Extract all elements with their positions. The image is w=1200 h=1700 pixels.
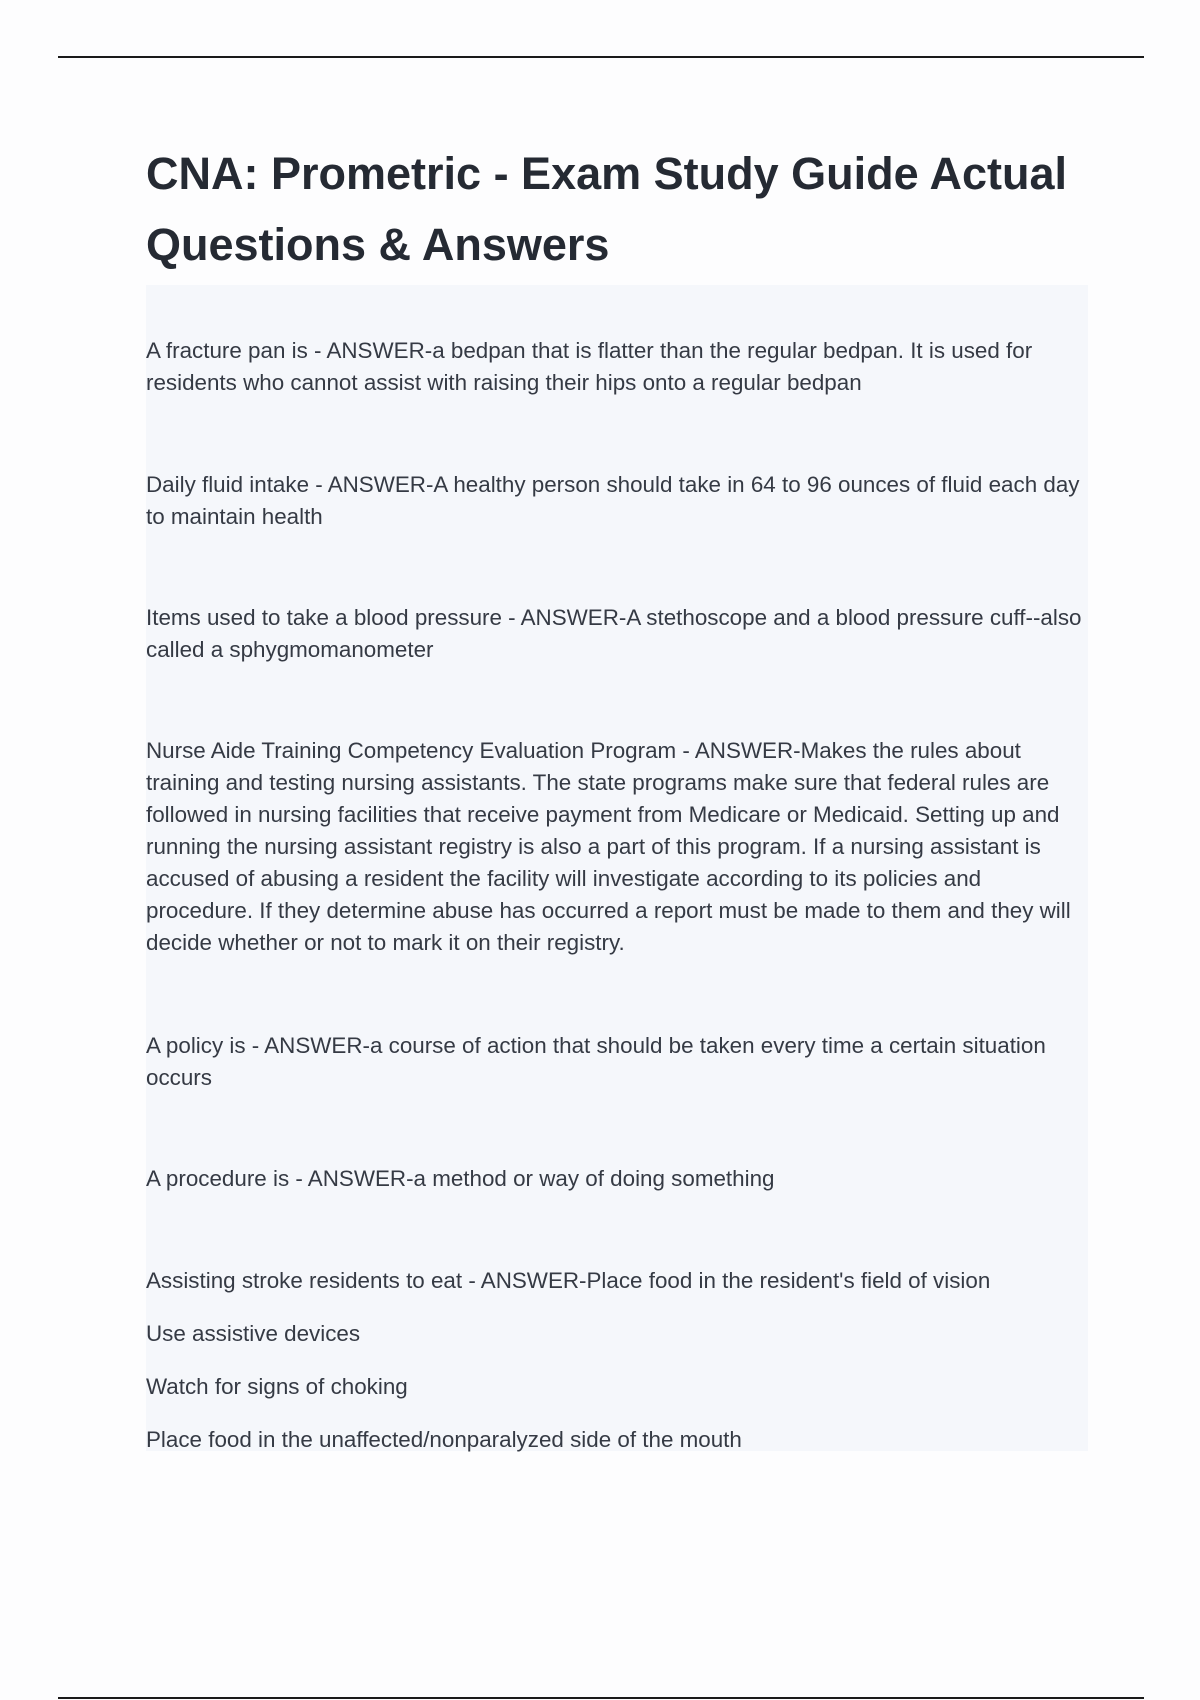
- stroke-point-choking: Watch for signs of choking: [146, 1374, 408, 1399]
- footer-rule: [58, 1697, 1144, 1699]
- qa-entry-stroke-eating: Assisting stroke residents to eat - ANSWER-Place food in the resident's field of vision: [146, 1268, 991, 1293]
- qa-entry-procedure: A procedure is - ANSWER-a method or way of doing something: [146, 1166, 775, 1191]
- header-rule: [58, 56, 1144, 58]
- qa-entry-fracture-pan: A fracture pan is - ANSWER-a bedpan that is flatter than the regular bedpan. It is used for residents who cannot assist with raising their hips onto a regular bedpan: [146, 338, 1033, 395]
- document-title: CNA: Prometric - Exam Study Guide Actual Questions & Answers: [146, 148, 1068, 270]
- qa-entry-policy: A policy is - ANSWER-a course of action that should be taken every time a certain situation occurs: [146, 1033, 1046, 1090]
- qa-content-panel: [146, 285, 1088, 1451]
- qa-entry-blood-pressure-items: Items used to take a blood pressure - ANSWER-A stethoscope and a blood pressure cuff--also called a sphygmomanometer: [146, 605, 1082, 662]
- qa-entry-natcep: Nurse Aide Training Competency Evaluation Program - ANSWER-Makes the rules about training and testing nursing assistants. The state programs make sure that federal rules are followed in nursing facilities that receive payment from Medicare or Medicaid. Setting up and running the nursing assistant registry is also a part of this program. If a nursing assistant is accused of abusing a resident the facility will investigate according to its policies and procedure. If they determine abuse has occurred a report must be made to them and they will decide whether or not to mark it on their registry.: [146, 738, 1071, 955]
- qa-entry-daily-fluid-intake: Daily fluid intake - ANSWER-A healthy person should take in 64 to 96 ounces of fluid each day to maintain health: [146, 472, 1080, 529]
- stroke-point-assistive-devices: Use assistive devices: [146, 1321, 361, 1346]
- stroke-point-unaffected-side: Place food in the unaffected/nonparalyzed side of the mouth: [146, 1427, 742, 1452]
